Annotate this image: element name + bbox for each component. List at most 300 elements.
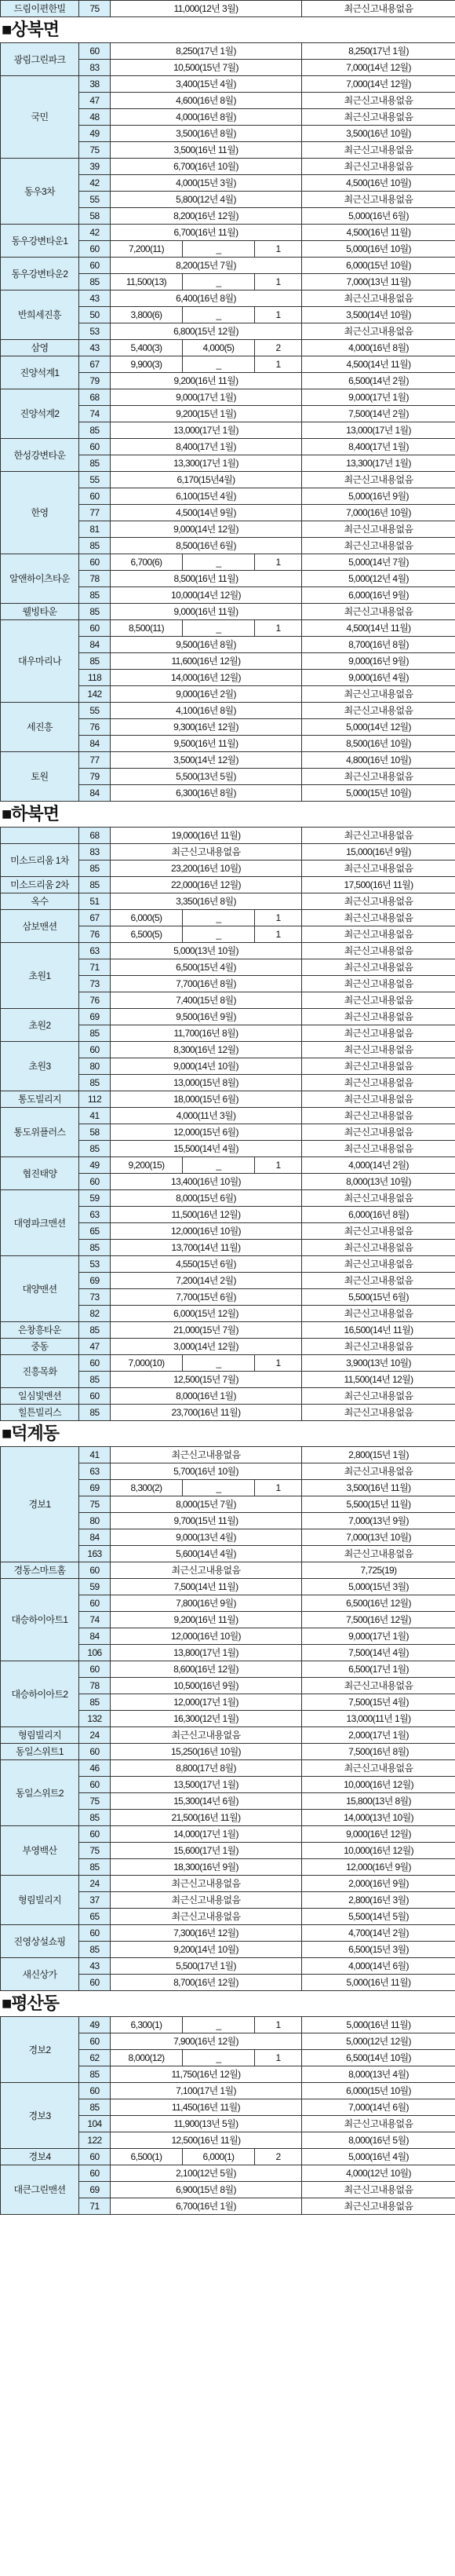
sale-price-cell: 최근신고내용없음 [111, 1447, 302, 1463]
table-row [1, 1562, 455, 1579]
sale-price-cell: 11,750(16년 12월) [111, 2066, 302, 2083]
jeonse-price-cell: 3,900(13년 10월) [302, 1355, 455, 1372]
complex-name: 대우마리나 [1, 620, 79, 703]
sale-price-cell: 6,170(15년4월) [111, 472, 302, 488]
sale-price-cell: 최근신고내용없음 [111, 1909, 302, 1925]
area-cell: 71 [79, 2198, 111, 2215]
sale-price-cell: 5,500(13년 5월) [111, 769, 302, 785]
count-cell: 1 [255, 910, 302, 926]
price-table [0, 1446, 455, 1991]
table-row [1, 844, 455, 860]
jeonse-price-cell: 8,400(17년 1월) [302, 439, 455, 455]
section-title: ■덕계동 [2, 1423, 60, 1443]
area-cell: 85 [79, 1141, 111, 1157]
area-cell: 55 [79, 472, 111, 488]
sale-price-alt-cell: _ [183, 1480, 255, 1496]
area-cell: 74 [79, 1612, 111, 1628]
table-row [1, 877, 455, 893]
sale-price-cell: 7,700(15년 6월) [111, 1289, 302, 1306]
table-row [1, 1876, 455, 1892]
area-cell: 63 [79, 1207, 111, 1223]
count-cell: 1 [255, 307, 302, 323]
sale-price-cell: 5,800(12년 4월) [111, 192, 302, 208]
sale-price-cell: 7,000(10) [111, 1355, 183, 1372]
sale-price-cell: 8,000(15년 7월) [111, 1496, 302, 1513]
sale-price-alt-cell: _ [183, 620, 255, 637]
count-cell: 1 [255, 274, 302, 290]
sale-price-cell: 9,500(16년 9월) [111, 1009, 302, 1025]
sale-price-cell: 7,500(14년 11월) [111, 1579, 302, 1595]
jeonse-price-cell: 5,000(16년 11월) [302, 2017, 455, 2033]
complex-name: 형림빌리지 [1, 1876, 79, 1925]
jeonse-price-cell: 8,250(17년 1월) [302, 43, 455, 60]
jeonse-price-cell: 최근신고내용없음 [302, 2182, 455, 2198]
complex-name: 협진태양 [1, 1157, 79, 1190]
area-cell: 49 [79, 126, 111, 142]
area-cell: 48 [79, 109, 111, 126]
sale-price-cell: 최근신고내용없음 [111, 1892, 302, 1909]
sale-price-cell: 7,900(16년 12월) [111, 2033, 302, 2050]
sale-price-cell: 12,000(15년 6월) [111, 1124, 302, 1141]
table-row [1, 1355, 455, 1372]
jeonse-price-cell: 최근신고내용없음 [302, 893, 455, 910]
jeonse-price-cell: 7,000(16년 10월) [302, 505, 455, 521]
area-cell: 81 [79, 521, 111, 538]
jeonse-price-cell: 3,500(16년 11월) [302, 1480, 455, 1496]
sale-price-cell: 8,500(16년 6월) [111, 538, 302, 554]
jeonse-price-cell: 6,000(16년 8월) [302, 1207, 455, 1223]
area-cell: 60 [79, 620, 111, 637]
jeonse-price-cell: 5,000(15년 3월) [302, 1579, 455, 1595]
area-cell: 60 [79, 1744, 111, 1760]
area-cell: 104 [79, 2116, 111, 2132]
sale-price-cell: 5,000(13년 10월) [111, 943, 302, 959]
jeonse-price-cell: 최근신고내용없음 [302, 1546, 455, 1562]
jeonse-price-cell: 최근신고내용없음 [302, 860, 455, 877]
jeonse-price-cell: 6,000(16년 9월) [302, 587, 455, 604]
complex-name: 부영백산 [1, 1826, 79, 1876]
jeonse-price-cell: 최근신고내용없음 [302, 1760, 455, 1777]
complex-name: 진양석계2 [1, 389, 79, 439]
jeonse-price-cell: 최근신고내용없음 [302, 686, 455, 703]
jeonse-price-cell: 5,000(16년 4월) [302, 2149, 455, 2165]
price-table [0, 827, 455, 1421]
jeonse-price-cell: 4,000(12년 10월) [302, 2165, 455, 2182]
area-cell: 75 [79, 1843, 111, 1859]
complex-name: 미소드리움 1차 [1, 844, 79, 877]
complex-name: 경동스마트홈 [1, 1562, 79, 1579]
jeonse-price-cell: 14,000(13년 10월) [302, 1810, 455, 1826]
sale-price-cell: 15,600(17년 1월) [111, 1843, 302, 1859]
sale-price-cell: 7,700(16년 8월) [111, 976, 302, 992]
jeonse-price-cell: 8,500(16년 10월) [302, 736, 455, 752]
sale-price-cell: 10,000(14년 12월) [111, 587, 302, 604]
area-cell: 122 [79, 2132, 111, 2149]
sale-price-cell: 23,700(16년 11월) [111, 1405, 302, 1421]
sale-price-cell: 9,900(3) [111, 356, 183, 373]
complex-name: 초원1 [1, 943, 79, 1009]
area-cell: 85 [79, 1810, 111, 1826]
sale-price-cell: 6,000(15년 12월) [111, 1306, 302, 1322]
area-cell: 73 [79, 976, 111, 992]
table-row [1, 1925, 455, 1942]
jeonse-price-cell: 17,500(16년 11월) [302, 877, 455, 893]
area-cell: 85 [79, 422, 111, 439]
sale-price-cell: 3,350(16년 8월) [111, 893, 302, 910]
area-cell: 84 [79, 1628, 111, 1645]
area-cell: 85 [79, 1859, 111, 1876]
jeonse-price-cell: 최근신고내용없음 [302, 142, 455, 159]
complex-name: 대양맨션 [1, 1256, 79, 1322]
jeonse-price-cell: 6,500(14년 2월) [302, 373, 455, 389]
area-cell: 84 [79, 785, 111, 802]
jeonse-price-cell: 7,500(16년 8월) [302, 1744, 455, 1760]
table-row [1, 1579, 455, 1595]
area-cell: 60 [79, 554, 111, 571]
jeonse-price-cell: 15,800(13년 8월) [302, 1793, 455, 1810]
jeonse-price-cell: 최근신고내용없음 [302, 1190, 455, 1207]
sale-price-cell: 9,500(16년 11월) [111, 736, 302, 752]
sale-price-cell: 23,200(16년 10월) [111, 860, 302, 877]
jeonse-price-cell: 4,500(16년 11월) [302, 225, 455, 241]
complex-name: 동일스위트1 [1, 1744, 79, 1760]
area-cell: 60 [79, 1826, 111, 1843]
jeonse-price-cell: 7,000(14년 12월) [302, 76, 455, 93]
jeonse-price-cell: 4,500(14년 11월) [302, 620, 455, 637]
area-cell: 42 [79, 175, 111, 192]
jeonse-price-cell: 최근신고내용없음 [302, 1463, 455, 1480]
complex-name: 진양석계1 [1, 356, 79, 389]
table-row [1, 1727, 455, 1744]
jeonse-price-cell: 최근신고내용없음 [302, 192, 455, 208]
complex-name: 동우3차 [1, 159, 79, 225]
area-cell: 59 [79, 1190, 111, 1207]
jeonse-price-cell: 최근신고내용없음 [302, 1306, 455, 1322]
area-cell: 85 [79, 455, 111, 472]
price-table [0, 42, 455, 802]
complex-name: 삼보맨션 [1, 910, 79, 943]
complex-name: 한영 [1, 472, 79, 554]
count-cell: 1 [255, 241, 302, 258]
jeonse-price-cell: 5,000(14년 7월) [302, 554, 455, 571]
area-cell: 85 [79, 2066, 111, 2083]
area-cell: 43 [79, 340, 111, 356]
sale-price-cell: 5,500(17년 1월) [111, 1958, 302, 1975]
jeonse-price-cell: 최근신고내용없음 [302, 93, 455, 109]
table-row [1, 1958, 455, 1975]
jeonse-price-cell: 최근신고내용없음 [302, 1388, 455, 1405]
table-row [1, 1042, 455, 1058]
area-cell: 67 [79, 910, 111, 926]
jeonse-price-cell: 13,000(11년 1월) [302, 1711, 455, 1727]
complex-name: 미소드리움 2차 [1, 877, 79, 893]
sale-price-cell: 최근신고내용없음 [111, 1727, 302, 1744]
table-row [1, 1405, 455, 1421]
table-row [1, 258, 455, 274]
sale-price-cell: 7,800(16년 9월) [111, 1595, 302, 1612]
sale-price-cell: 9,000(16년 2월) [111, 686, 302, 703]
area-cell: 60 [79, 1388, 111, 1405]
complex-name: 토원 [1, 752, 79, 802]
table-row [1, 1339, 455, 1355]
sale-price-cell: 12,500(15년 7월) [111, 1372, 302, 1388]
area-cell: 85 [79, 653, 111, 670]
sale-price-alt-cell: _ [183, 1355, 255, 1372]
table-row [1, 703, 455, 719]
sale-price-cell: 12,000(16년 10월) [111, 1223, 302, 1240]
complex-name: 경보3 [1, 2083, 79, 2149]
area-cell: 85 [79, 587, 111, 604]
table-row [1, 43, 455, 60]
jeonse-price-cell: 5,500(14년 5월) [302, 1909, 455, 1925]
jeonse-price-cell: 5,000(15년 10월) [302, 785, 455, 802]
jeonse-price-cell: 6,000(15년 10월) [302, 2083, 455, 2099]
sale-price-cell: 3,800(6) [111, 307, 183, 323]
table-row [1, 472, 455, 488]
area-cell: 63 [79, 943, 111, 959]
jeonse-price-cell: 5,000(16년 11월) [302, 1975, 455, 1991]
table-row [1, 439, 455, 455]
sale-price-cell: 21,000(15년 7월) [111, 1322, 302, 1339]
section-title: ■상북면 [2, 20, 60, 39]
complex-name: 웰빙타운 [1, 604, 79, 620]
jeonse-price-cell: 5,000(16년 10월) [302, 241, 455, 258]
table-row [1, 1108, 455, 1124]
area-cell: 85 [79, 1322, 111, 1339]
jeonse-price-cell: 12,000(16년 9월) [302, 1859, 455, 1876]
sale-price-cell: 8,800(17년 8월) [111, 1760, 302, 1777]
area-cell: 77 [79, 752, 111, 769]
complex-name: 은창흥타운 [1, 1322, 79, 1339]
jeonse-price-cell: 4,000(14년 6월) [302, 1958, 455, 1975]
table-row [1, 159, 455, 175]
sale-price-cell: 3,500(14년 12월) [111, 752, 302, 769]
complex-name: 동우강변타운2 [1, 258, 79, 290]
area-cell: 118 [79, 670, 111, 686]
area-cell: 67 [79, 356, 111, 373]
jeonse-price-cell: 최근신고내용없음 [302, 769, 455, 785]
sale-price-cell: 7,100(17년 1월) [111, 2083, 302, 2099]
jeonse-price-cell: 최근신고내용없음 [302, 1, 455, 17]
table-row [1, 1322, 455, 1339]
jeonse-price-cell: 7,000(13년 11월) [302, 274, 455, 290]
jeonse-price-cell: 7,500(16년 12월) [302, 1612, 455, 1628]
area-cell: 83 [79, 60, 111, 76]
jeonse-price-cell: 11,500(14년 12월) [302, 1372, 455, 1388]
count-cell: 1 [255, 2050, 302, 2066]
table-row [1, 1256, 455, 1273]
sale-price-cell: 11,450(16년 11월) [111, 2099, 302, 2116]
area-cell: 41 [79, 1447, 111, 1463]
jeonse-price-cell: 최근신고내용없음 [302, 472, 455, 488]
area-cell: 75 [79, 1, 111, 17]
area-cell: 79 [79, 769, 111, 785]
table-row [1, 554, 455, 571]
sale-price-cell: 18,000(15년 6월) [111, 1091, 302, 1108]
sale-price-alt-cell: _ [183, 356, 255, 373]
complex-name: 진영상설쇼핑 [1, 1925, 79, 1958]
table-row [1, 604, 455, 620]
complex-name: 대승하이아트1 [1, 1579, 79, 1661]
jeonse-price-cell: 5,000(12년 4월) [302, 571, 455, 587]
sale-price-cell: 8,000(12) [111, 2050, 183, 2066]
area-cell: 46 [79, 1760, 111, 1777]
count-cell: 1 [255, 2017, 302, 2033]
complex-name: 알앤하이츠타운 [1, 554, 79, 604]
complex-name: 반희세진흥 [1, 290, 79, 340]
area-cell: 55 [79, 192, 111, 208]
sale-price-alt-cell: _ [183, 241, 255, 258]
sale-price-cell: 5,700(16년 10월) [111, 1463, 302, 1480]
area-cell: 60 [79, 1661, 111, 1678]
area-cell: 77 [79, 505, 111, 521]
area-cell: 60 [79, 2149, 111, 2165]
sale-price-cell: 15,500(14년 4월) [111, 1141, 302, 1157]
jeonse-price-cell: 9,000(16년 9월) [302, 653, 455, 670]
sale-price-cell: 9,200(16년 11월) [111, 373, 302, 389]
sale-price-cell: 11,500(16년 12월) [111, 1207, 302, 1223]
jeonse-price-cell: 최근신고내용없음 [302, 1124, 455, 1141]
complex-name: 진흥목화 [1, 1355, 79, 1388]
table-row [1, 290, 455, 307]
count-cell: 2 [255, 340, 302, 356]
jeonse-price-cell: 최근신고내용없음 [302, 604, 455, 620]
table-row [1, 1760, 455, 1777]
count-cell: 1 [255, 356, 302, 373]
jeonse-price-cell: 5,500(15년 6월) [302, 1289, 455, 1306]
area-cell: 76 [79, 926, 111, 943]
price-table [0, 0, 455, 17]
complex-name: 대영파크맨션 [1, 1190, 79, 1256]
area-cell: 49 [79, 2017, 111, 2033]
jeonse-price-cell: 최근신고내용없음 [302, 521, 455, 538]
complex-name: 동우강변타운1 [1, 225, 79, 258]
area-cell: 85 [79, 1025, 111, 1042]
sale-price-cell: 8,000(16년 1월) [111, 1388, 302, 1405]
sale-price-cell: 9,000(13년 4월) [111, 1529, 302, 1546]
sale-price-cell: 14,000(16년 12월) [111, 670, 302, 686]
area-cell: 80 [79, 1513, 111, 1529]
jeonse-price-cell: 15,000(16년 9월) [302, 844, 455, 860]
area-cell: 132 [79, 1711, 111, 1727]
table-row [1, 76, 455, 93]
jeonse-price-cell: 최근신고내용없음 [302, 109, 455, 126]
sale-price-cell: 13,700(14년 11월) [111, 1240, 302, 1256]
area-cell: 60 [79, 488, 111, 505]
area-cell: 60 [79, 1042, 111, 1058]
sale-price-cell: 8,200(16년 12월) [111, 208, 302, 225]
complex-name: 통도위플러스 [1, 1108, 79, 1157]
jeonse-price-cell: 최근신고내용없음 [302, 1141, 455, 1157]
area-cell: 85 [79, 538, 111, 554]
area-cell: 142 [79, 686, 111, 703]
sale-price-cell: 7,300(16년 12월) [111, 1925, 302, 1942]
jeonse-price-cell: 최근신고내용없음 [302, 1042, 455, 1058]
area-cell: 75 [79, 142, 111, 159]
area-cell: 60 [79, 1174, 111, 1190]
jeonse-price-cell: 9,000(17년 1월) [302, 389, 455, 406]
table-row [1, 1, 455, 17]
jeonse-price-cell: 최근신고내용없음 [302, 2116, 455, 2132]
complex-name: 초원3 [1, 1042, 79, 1091]
area-cell: 60 [79, 2165, 111, 2182]
price-table [0, 2016, 455, 2215]
complex-name: 국민 [1, 76, 79, 159]
sale-price-alt-cell: _ [183, 926, 255, 943]
complex-name [1, 828, 79, 844]
area-cell: 49 [79, 1157, 111, 1174]
jeonse-price-cell: 16,500(14년 11월) [302, 1322, 455, 1339]
jeonse-price-cell: 7,000(14년 12월) [302, 60, 455, 76]
complex-name: 대승하이아트2 [1, 1661, 79, 1727]
jeonse-price-cell: 5,000(14년 12월) [302, 719, 455, 736]
area-cell: 69 [79, 1009, 111, 1025]
jeonse-price-cell: 3,500(16년 10월) [302, 126, 455, 142]
complex-name: 동일스위트2 [1, 1760, 79, 1826]
area-cell: 85 [79, 860, 111, 877]
area-cell: 60 [79, 1777, 111, 1793]
area-cell: 79 [79, 373, 111, 389]
sale-price-cell: 9,000(16년 11월) [111, 604, 302, 620]
sale-price-cell: 6,900(15년 8월) [111, 2182, 302, 2198]
jeonse-price-cell: 13,300(17년 1월) [302, 455, 455, 472]
area-cell: 24 [79, 1727, 111, 1744]
sale-price-alt-cell: _ [183, 307, 255, 323]
sale-price-cell: 6,500(15년 4월) [111, 959, 302, 976]
jeonse-price-cell: 6,500(15년 3월) [302, 1942, 455, 1958]
sale-price-cell: 6,400(16년 8월) [111, 290, 302, 307]
sale-price-cell: 9,700(15년 11월) [111, 1513, 302, 1529]
count-cell: 1 [255, 1480, 302, 1496]
jeonse-price-cell: 최근신고내용없음 [302, 959, 455, 976]
sale-price-cell: 8,300(2) [111, 1480, 183, 1496]
sale-price-cell: 8,500(11) [111, 620, 183, 637]
sale-price-cell: 8,600(16년 12월) [111, 1661, 302, 1678]
area-cell: 85 [79, 1240, 111, 1256]
table-row [1, 340, 455, 356]
jeonse-price-cell: 2,000(16년 9월) [302, 1876, 455, 1892]
sale-price-cell: 5,400(3) [111, 340, 183, 356]
table-row [1, 1826, 455, 1843]
area-cell: 43 [79, 290, 111, 307]
area-cell: 62 [79, 2050, 111, 2066]
sale-price-cell: 8,700(16년 12월) [111, 1975, 302, 1991]
sale-price-cell: 21,500(16년 11월) [111, 1810, 302, 1826]
area-cell: 51 [79, 893, 111, 910]
area-cell: 65 [79, 1909, 111, 1925]
area-cell: 60 [79, 1562, 111, 1579]
area-cell: 69 [79, 2182, 111, 2198]
sale-price-cell: 10,500(15년 7월) [111, 60, 302, 76]
jeonse-price-cell: 최근신고내용없음 [302, 323, 455, 340]
area-cell: 69 [79, 1480, 111, 1496]
count-cell: 1 [255, 554, 302, 571]
jeonse-price-cell: 8,700(16년 8월) [302, 637, 455, 653]
area-cell: 60 [79, 258, 111, 274]
sale-price-alt-cell: _ [183, 2017, 255, 2033]
area-cell: 37 [79, 1892, 111, 1909]
sale-price-cell: 3,400(15년 4월) [111, 76, 302, 93]
area-cell: 60 [79, 43, 111, 60]
jeonse-price-cell: 10,000(16년 12월) [302, 1843, 455, 1859]
table-row [1, 893, 455, 910]
jeonse-price-cell: 7,500(15년 4월) [302, 1694, 455, 1711]
table-row [1, 225, 455, 241]
jeonse-price-cell: 4,800(16년 10월) [302, 752, 455, 769]
sale-price-cell: 3,000(14년 12월) [111, 1339, 302, 1355]
jeonse-price-cell: 최근신고내용없음 [302, 910, 455, 926]
sale-price-cell: 10,500(16년 9월) [111, 1678, 302, 1694]
